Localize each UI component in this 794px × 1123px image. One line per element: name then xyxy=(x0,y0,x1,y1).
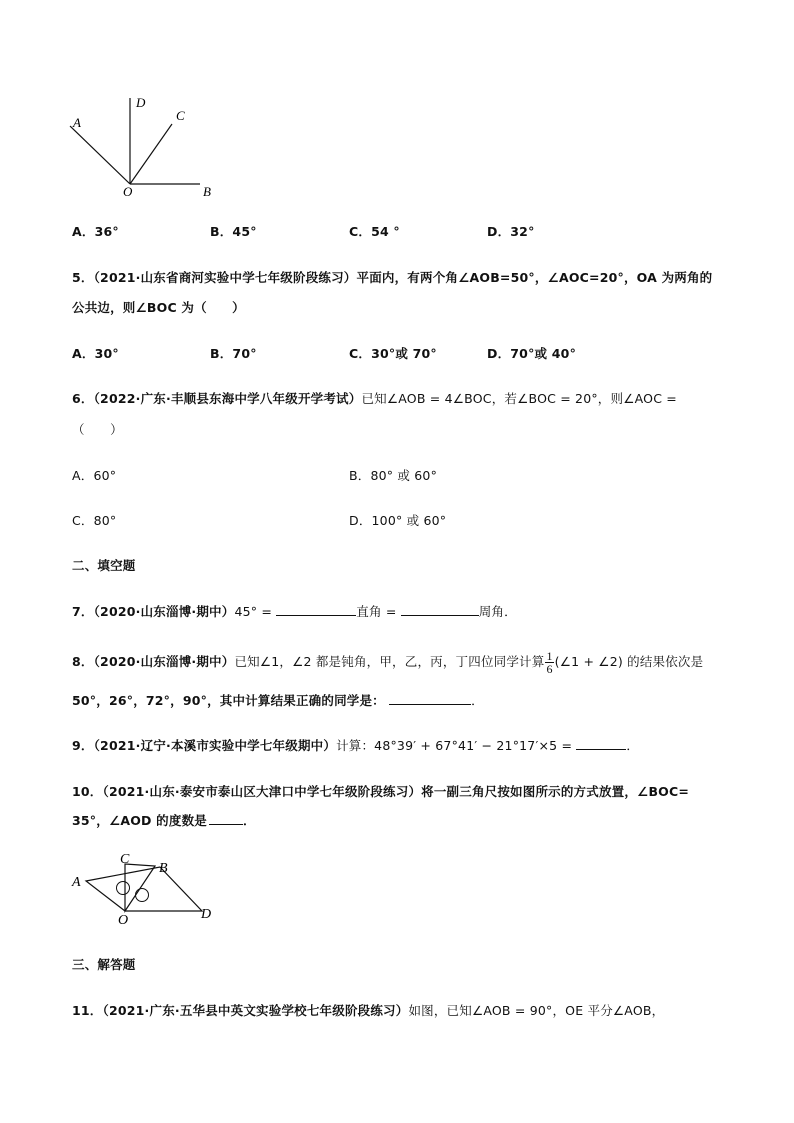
angle-figure-1 xyxy=(60,90,230,205)
label-B: B xyxy=(203,184,211,199)
q5-source: （2021·山东省商河实验中学七年级阶段练习） xyxy=(93,270,357,285)
q4-option-a: A．36° xyxy=(72,224,119,239)
q8-text-2a: 50°，26°，72°，90°，其中计算结果正确的同学是： xyxy=(72,693,385,708)
q4-option-d: D．32° xyxy=(487,224,535,239)
q8-number: 8． xyxy=(72,654,94,669)
q6-line-1 xyxy=(72,389,677,407)
q11-source: （2021·广东·五华县中英文实验学校七年级阶段练习） xyxy=(102,1003,409,1018)
q7-part-2: 直角 = xyxy=(356,604,397,619)
q7-part-1: 45° = xyxy=(234,604,273,619)
q7-part-3: 周角． xyxy=(478,604,517,619)
q11-line xyxy=(72,1001,664,1019)
q4-option-c: C．54 ° xyxy=(349,224,400,239)
q8-line-1 xyxy=(72,650,703,675)
q5-number: 5． xyxy=(72,270,94,285)
q8-fraction-numerator: 1 xyxy=(546,649,553,663)
q6-text-2: （ ） xyxy=(72,422,123,437)
q4-option-b: B．45° xyxy=(210,224,257,239)
q6-option-d: D．100° 或 60° xyxy=(349,513,447,528)
q10-source: （2021·山东·泰安市泰山区大津口中学七年级阶段练习） xyxy=(102,784,422,799)
q6-option-a: A．60° xyxy=(72,468,117,483)
q7-source: （2020·山东淄博·期中） xyxy=(93,604,235,619)
q7-number: 7． xyxy=(72,604,94,619)
q9-line xyxy=(72,736,639,754)
label-A: A xyxy=(72,875,81,890)
label-O: O xyxy=(118,913,129,928)
q5-text-1: 平面内，有两个角∠AOB=50°，∠AOC=20°，OA 为两角的 xyxy=(356,270,713,285)
label-C: C xyxy=(120,852,130,867)
q10-blank[interactable] xyxy=(209,812,243,825)
q7-line xyxy=(72,602,517,620)
q8-blank[interactable] xyxy=(389,692,471,705)
q5-text-2: 公共边，则∠BOC 为（ ） xyxy=(72,300,245,315)
q9-blank[interactable] xyxy=(576,737,626,750)
label-B: B xyxy=(159,861,168,876)
q6-option-c: C．80° xyxy=(72,513,117,528)
q11-text: 如图，已知∠AOB = 90°，OE 平分∠AOB， xyxy=(408,1003,665,1018)
q8-text-1a: 已知∠1，∠2 都是钝角，甲，乙，丙，丁四位同学计算 xyxy=(234,654,545,669)
q10-text-1: 将一副三角尺按如图所示的方式放置，∠BOC= xyxy=(421,784,690,799)
q5-option-d: D．70°或 40° xyxy=(487,346,577,361)
q7-blank-2[interactable] xyxy=(401,603,479,616)
q10-text-2: 35°，∠AOD 的度数是 xyxy=(72,813,207,828)
q8-fraction xyxy=(545,650,553,675)
q11-number: 11． xyxy=(72,1003,103,1018)
q6-option-b: B．80° 或 60° xyxy=(349,468,438,483)
q6-text-1: 已知∠AOB = 4∠BOC，若∠BOC = 20°，则∠AOC = xyxy=(361,391,677,406)
q7-blank-1[interactable] xyxy=(276,603,356,616)
q6-source: （2022·广东·丰顺县东海中学八年级开学考试） xyxy=(93,391,362,406)
label-C: C xyxy=(176,108,185,123)
q9-text: 计算：48°39′ + 67°41′ − 21°17′×5 = xyxy=(336,738,573,753)
q9-source: （2021·辽宁·本溪市实验中学七年级期中） xyxy=(93,738,337,753)
section-answer-heading: 三、解答题 xyxy=(72,957,136,972)
label-D: D xyxy=(136,95,146,110)
q5-option-b: B．70° xyxy=(210,346,257,361)
section-fill-in-heading: 二、填空题 xyxy=(72,558,136,573)
label-A: A xyxy=(73,115,81,130)
q10-line-2 xyxy=(72,811,256,829)
q6-number: 6． xyxy=(72,391,94,406)
q8-text-2b: ． xyxy=(471,693,484,708)
q9-end: ． xyxy=(626,738,640,753)
q5-option-a: A．30° xyxy=(72,346,119,361)
q10-line-1 xyxy=(72,782,689,800)
q9-number: 9． xyxy=(72,738,94,753)
q10-end: ． xyxy=(242,813,256,828)
label-D: D xyxy=(201,907,212,922)
q8-fraction-denominator: 6 xyxy=(546,662,553,676)
q10-number: 10． xyxy=(72,784,103,799)
q8-text-1b: (∠1 + ∠2) 的结果依次是 xyxy=(554,654,704,669)
label-O: O xyxy=(123,184,133,199)
triangle-rulers-figure xyxy=(66,848,226,928)
q8-line-2 xyxy=(72,691,484,709)
q5-option-c: C．30°或 70° xyxy=(349,346,437,361)
q8-source: （2020·山东淄博·期中） xyxy=(93,654,235,669)
q5-line-1 xyxy=(72,268,712,286)
